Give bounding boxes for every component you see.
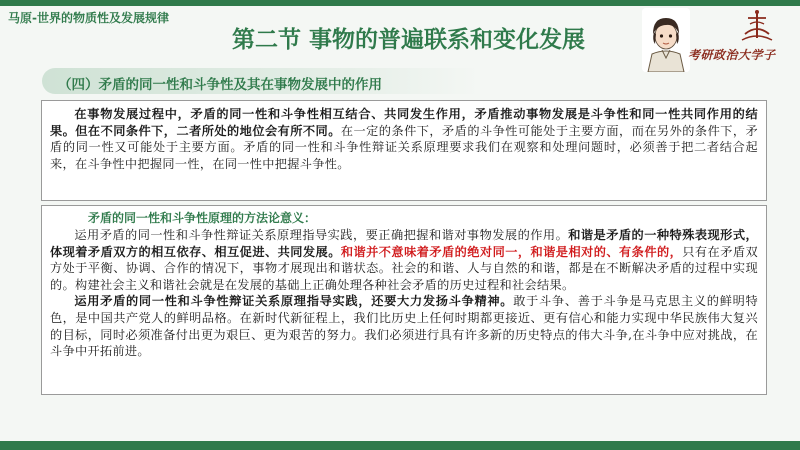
methodology-paragraph-2 bbox=[50, 293, 758, 359]
paragraph-1-normal-text: 运用矛盾的同一性和斗争性辩证关系原理指导实践，要正确把握和谐对事物发展的作用。 bbox=[74, 228, 569, 242]
brand-logo bbox=[642, 8, 790, 72]
breadcrumb: 马原-世界的物质性及发展规律 bbox=[8, 11, 169, 25]
summary-bold-text: 在事物发展过程中，矛盾的同一性和斗争性相互结合、共同发生作用，矛盾推动事物发展是斗争性和同一性共同作用的结果。但在不同条件下，二者所处的地位会有所不同。 bbox=[50, 107, 758, 138]
page-title: 第二节 事物的普遍联系和变化发展 bbox=[232, 27, 586, 53]
content-box-summary bbox=[41, 100, 767, 201]
avatar bbox=[642, 8, 690, 72]
section-heading: （四）矛盾的同一性和斗争性及其在事物发展中的作用 bbox=[58, 77, 382, 93]
top-accent-bar bbox=[0, 0, 800, 6]
paragraph-2-normal-text: 敢于斗争、善于斗争是马克思主义的鲜明特色，是中国共产党人的鲜明品格。在新时代新征程上，我们比历史上任何时期都更接近、更有信心和能力实现中华民族伟大复兴的目标，同时必须准备付出更为艰巨、更为艰苦的努力。我们必须进行具有许多新的历史特点的伟大斗争,在斗争中应对挑战，在斗争中开拓前进。 bbox=[50, 294, 758, 359]
bottom-accent-bar bbox=[0, 441, 800, 450]
content-box-methodology bbox=[41, 205, 767, 395]
methodology-subheading: 矛盾的同一性和斗争性原理的方法论意义： bbox=[88, 211, 317, 225]
brand-emblem-icon bbox=[740, 8, 774, 46]
paragraph-1-normal-text-2: 只有在矛盾双方处于平衡、协调、合作的情况下，事物才展现出和谐状态。社会的和谐、人与自然的和谐，都是在不断解决矛盾的过程中实现的。构建社会主义和谐社会就是在发展的基础上正确处理各种社会矛盾的历史过程和社会结果。 bbox=[50, 244, 758, 292]
paragraph-1-red-emphasis: 和谐并不意味着矛盾的绝对同一，和谐是相对的、有条件的， bbox=[340, 244, 683, 259]
paragraph-2-bold-text: 运用矛盾的同一性和斗争性辩证关系原理指导实践，还要大力发扬斗争精神。 bbox=[74, 294, 514, 309]
paragraph-1-bold-text: 和谐是矛盾的一种特殊表现形式，体现着矛盾双方的相互依存、相互促进、共同发展。 bbox=[50, 228, 758, 259]
brand-name: 考研政治大学子 bbox=[688, 48, 776, 62]
methodology-paragraph-1 bbox=[50, 227, 758, 293]
summary-paragraph bbox=[50, 106, 758, 172]
summary-normal-text: 在一定的条件下，矛盾的斗争性可能处于主要方面，而在另外的条件下，矛盾的同一性又可能处于主要方面。矛盾的同一性和斗争性辩证关系原理要求我们在观察和处理问题时，必须善于把二者结合起来，在斗争性中把握同一性，在同一性中把握斗争性。 bbox=[50, 123, 759, 171]
